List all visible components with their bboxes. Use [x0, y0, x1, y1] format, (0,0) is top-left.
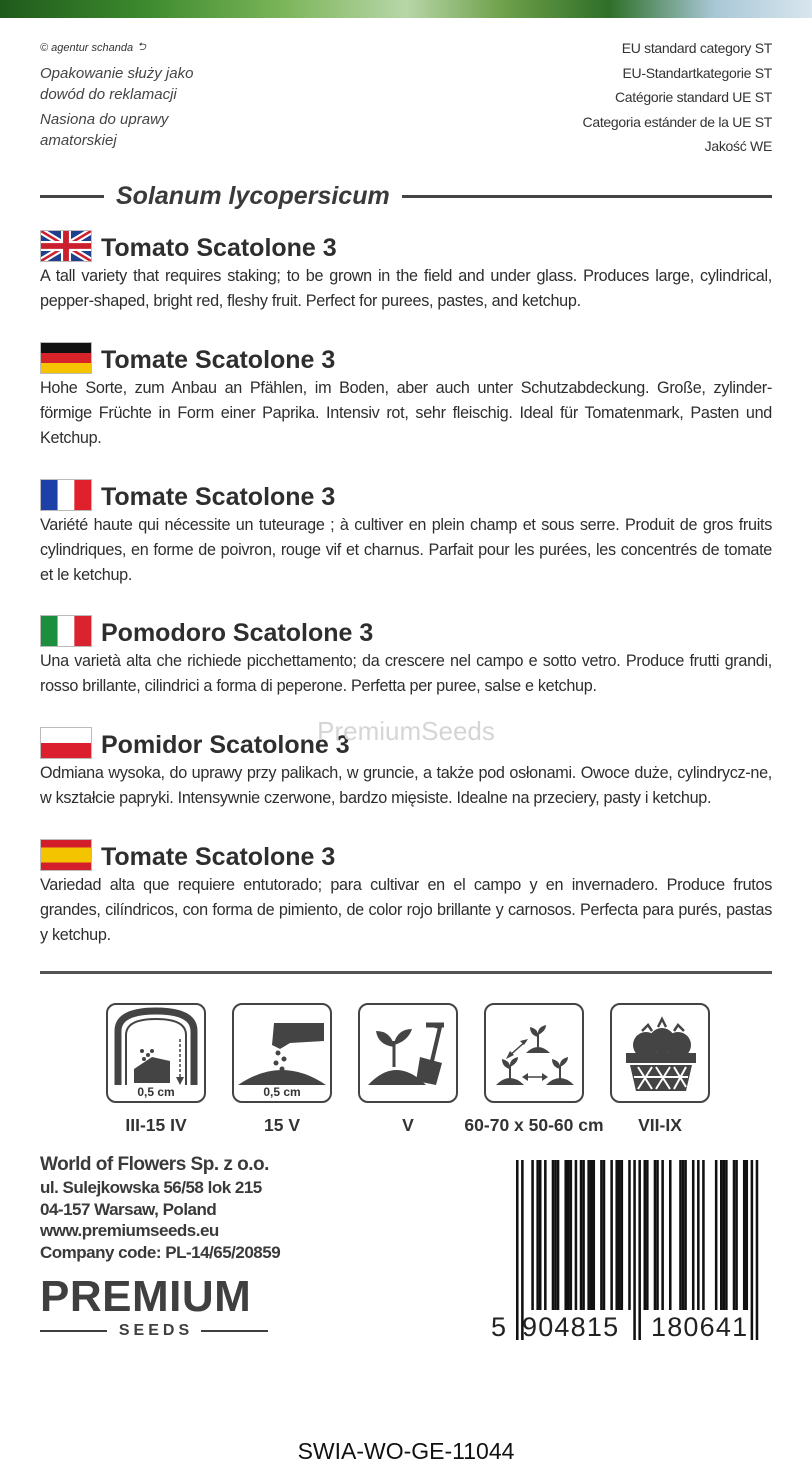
amateur-note-line1: Nasiona do uprawy	[40, 111, 169, 128]
variety-description: Variedad alta que requiere entutorado; para cultivar en el campo y en invernadero. Produce frutos grandes, cilíndricos, con forma de pimiento, de color rojo brillante y carnosos. Perfecta para purés, pastas y ketchup.	[40, 876, 772, 944]
spain-flag-icon	[40, 839, 92, 871]
barcode-bar	[621, 1160, 624, 1310]
latin-name: Solanum lycopersicum	[116, 181, 390, 210]
field-sowing-icon	[232, 1003, 332, 1103]
company-info	[40, 1153, 280, 1263]
barcode-bar	[644, 1160, 647, 1310]
variety-title: Pomodoro Scatolone 3	[101, 619, 374, 647]
agency-logo-icon: ⮌	[137, 41, 146, 53]
greenhouse-sowing-icon	[106, 1003, 206, 1103]
barcode-bar	[610, 1160, 613, 1310]
barcode-bar	[715, 1160, 718, 1310]
barcode-bar	[600, 1160, 603, 1310]
latin-name-row	[40, 180, 772, 212]
barcode-bar	[656, 1160, 659, 1310]
company-code: Company code: PL-14/65/20859	[40, 1242, 281, 1262]
barcode-bar	[615, 1160, 618, 1310]
barcode-bar	[618, 1160, 621, 1310]
barcode-bar	[554, 1160, 557, 1310]
sowing-field-period: 15 V	[264, 1115, 300, 1135]
barcode-bar	[702, 1160, 705, 1310]
company-address-line1: ul. Sulejkowska 56/58 lok 215	[40, 1178, 262, 1197]
logo-subword: SEEDS	[118, 1322, 194, 1339]
sowing-greenhouse-period: III-15 IV	[125, 1115, 187, 1135]
barcode-bar	[723, 1160, 726, 1310]
complaint-note-line2: dowód do reklamacji	[40, 86, 177, 103]
barcode-bar	[743, 1160, 746, 1310]
sowing-depth: 0,5 cm	[263, 1085, 301, 1099]
barcode-bar	[682, 1160, 685, 1310]
variety-description: Hohe Sorte, zum Anbau an Pfählen, im Boden, aber auch unter Schutzabdeckung. Große, zylinder-förmige Früchte in Form einer Paprika. Intensiv rot, sehr fleischig. Ideal für Tomatenmark, Pasten und Ketchup.	[40, 379, 772, 447]
variety-title: Pomidor Scatolone 3	[101, 731, 350, 759]
company-website[interactable]: www.premiumseeds.eu	[40, 1221, 219, 1240]
barcode-bar	[516, 1160, 519, 1340]
standard-de: EU-Standartkategorie ST	[622, 64, 772, 81]
barcode-bar	[646, 1160, 649, 1310]
barcode-bar	[580, 1160, 583, 1310]
barcode-bar	[679, 1160, 682, 1310]
barcode-bar	[593, 1160, 596, 1310]
planting-period: V	[402, 1115, 414, 1135]
standard-es: Categoria estánder de la UE ST	[582, 113, 772, 130]
section-german	[40, 338, 772, 451]
logo-word: PREMIUM	[40, 1272, 252, 1321]
section-french	[40, 475, 772, 588]
barcode-bar	[539, 1160, 542, 1310]
spacing-label: 60-70 x 50-60 cm	[464, 1115, 604, 1135]
barcode-bar	[654, 1160, 657, 1310]
barcode-bar	[590, 1160, 593, 1310]
barcode-bar	[746, 1160, 749, 1310]
uk-flag-icon	[40, 230, 92, 262]
barcode-bar	[536, 1160, 539, 1310]
product-sku: SWIA-WO-GE-11044	[297, 1438, 515, 1464]
barcode-bar	[697, 1160, 700, 1310]
barcode-bar	[661, 1160, 664, 1310]
barcode-bar	[725, 1160, 728, 1310]
barcode-digits-left: 904815	[522, 1312, 620, 1342]
barcode-digits-right: 180641	[651, 1312, 749, 1342]
divider	[40, 195, 104, 198]
barcode-bar	[733, 1160, 736, 1310]
barcode-bar	[756, 1160, 759, 1340]
divider	[201, 1330, 268, 1332]
plant-spacing-icon	[484, 1003, 584, 1103]
france-flag-icon	[40, 479, 92, 511]
variety-title: Tomate Scatolone 3	[101, 483, 336, 511]
harvest-period: VII-IX	[638, 1115, 682, 1135]
variety-title: Tomato Scatolone 3	[101, 234, 337, 262]
company-address-line2: 04-157 Warsaw, Poland	[40, 1199, 217, 1219]
variety-title: Tomate Scatolone 3	[101, 843, 336, 871]
barcode-bar	[638, 1160, 641, 1340]
barcode-bar	[751, 1160, 754, 1340]
barcode-bar	[587, 1160, 590, 1310]
planting-shovel-icon	[358, 1003, 458, 1103]
eu-standards	[583, 36, 772, 159]
divider	[402, 195, 772, 198]
copyright-text: © agentur schanda	[40, 41, 134, 54]
barcode-bar	[531, 1160, 534, 1310]
section-spanish	[40, 835, 772, 948]
variety-title: Tomate Scatolone 3	[101, 346, 336, 374]
variety-description: Variété haute qui nécessite un tuteurage ; à cultiver en plein champ et sous serre. Produit de gros fruits cylindriques, en forme de poivron, rouge vif et charnus. Parfait pour les purées, les concentrés de tomate et le ketchup.	[40, 516, 772, 584]
barcode-bar	[582, 1160, 585, 1310]
sowing-depth: 0,5 cm	[137, 1085, 175, 1099]
complaint-note	[40, 63, 300, 105]
germany-flag-icon	[40, 342, 92, 374]
barcode-bar	[570, 1160, 573, 1310]
barcode-bar	[735, 1160, 738, 1310]
italy-flag-icon	[40, 615, 92, 647]
barcode-bar	[603, 1160, 606, 1310]
section-divider	[40, 971, 772, 974]
barcode-bar	[557, 1160, 560, 1310]
section-italian	[40, 611, 772, 699]
barcode-bar	[692, 1160, 695, 1310]
barcode-bar	[720, 1160, 723, 1310]
barcode-bar	[564, 1160, 567, 1310]
standard-fr: Catégorie standard UE ST	[615, 89, 772, 105]
harvest-basket-icon	[610, 1003, 710, 1103]
barcode-bar	[544, 1160, 547, 1310]
standard-en: EU standard category ST	[621, 40, 772, 56]
section-english	[40, 226, 772, 314]
amateur-note	[40, 109, 300, 151]
barcode-bar	[552, 1160, 555, 1310]
company-name: World of Flowers Sp. z o.o.	[40, 1154, 269, 1175]
standard-pl: Jakość WE	[704, 138, 772, 154]
watermark: PremiumSeeds	[317, 716, 495, 746]
barcode-digit-first: 5	[491, 1312, 508, 1342]
barcode-bar	[628, 1160, 631, 1310]
barcode-bar	[567, 1160, 570, 1310]
amateur-note-line2: amatorskiej	[40, 132, 117, 149]
copyright-notice	[40, 38, 300, 57]
barcode-bar	[575, 1160, 578, 1310]
complaint-note-line1: Opakowanie służy jako	[40, 65, 194, 82]
premium-seeds-logo	[40, 1274, 268, 1340]
barcode-bar	[669, 1160, 672, 1310]
top-image-strip	[0, 0, 812, 18]
barcode-bar	[684, 1160, 687, 1310]
variety-description: A tall variety that requires staking; to be grown in the field and under glass. Produces large, cylindrical, pepper-shaped, bright red, fleshy fruit. Perfect for purees, pastes, and ketchup.	[40, 267, 772, 310]
variety-description: Odmiana wysoka, do uprawy przy palikach, w gruncie, a także pod osłonami. Owoce duże, cylindrycz-ne, w kształcie papryki. Intensywnie czerwone, bardzo mięsiste. Idealne na przeciery, pasty i ketchup.	[40, 764, 772, 807]
divider	[40, 1330, 107, 1332]
header-left	[40, 38, 300, 151]
barcode-bar	[633, 1160, 636, 1340]
variety-description: Una varietà alta che richiede picchettamento; da crescere nel campo e sotto vetro. Produce frutti grandi, rosso brillante, cilindrici a forma di peperone. Perfetta per puree, salse e ketchup.	[40, 652, 772, 695]
